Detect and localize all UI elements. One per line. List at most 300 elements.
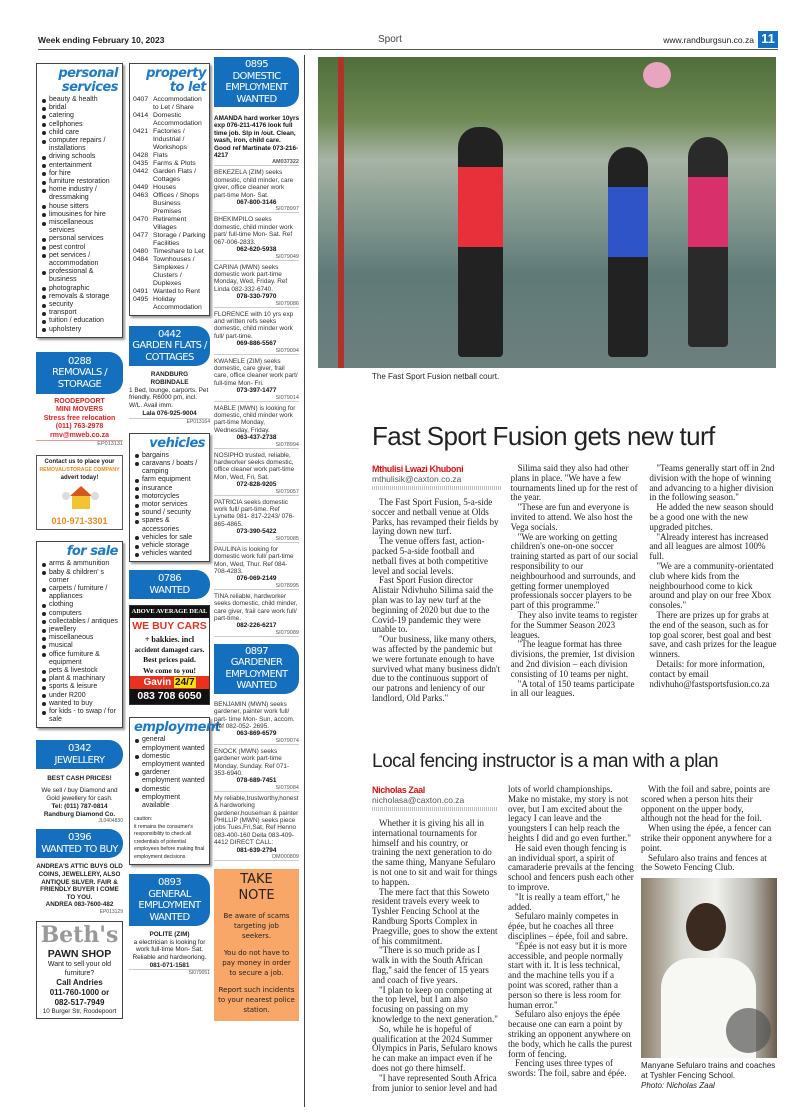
caption-text: Manyane Sefularo trains and coaches at Tyshler Fencing School. [641, 1061, 776, 1081]
category-link[interactable]: under R200 [41, 692, 118, 700]
classifieds-column-2 [129, 63, 221, 977]
employment-box [129, 717, 221, 865]
article-2-column-3 [641, 785, 777, 1091]
ad-text: My reliable,trustworthy,honest & hardworking gardener,houseman & painter PHILLIP (MWN) seeks piece jobs Tues,Fri,Sat, Ref Henno 083-400-160 Della 083-409-4412 DIRECT CALL: [214, 794, 299, 847]
jewellery-ad [36, 775, 123, 824]
category-link[interactable]: carpets / furniture / appliances [41, 585, 118, 601]
ad-text: CARINA (MWN) seeks domestic work part-time Monday, Wed, Friday. Ref Linda 082-332-6740. [214, 263, 288, 293]
for-sale-box [36, 541, 123, 728]
category-label: Domestic Accommodation [153, 112, 202, 127]
wanted-banner [129, 570, 210, 599]
ad-ref: SI079084 [275, 784, 299, 791]
ad-email: rmv@mweb.co.za [50, 431, 109, 439]
category-link[interactable]: domestic employment wanted [134, 753, 205, 769]
ad-phone: 073-397-1477 [236, 387, 277, 395]
website-link[interactable]: www.randburgsun.co.za [663, 35, 754, 45]
category-link[interactable]: office furniture & equipment [41, 651, 118, 667]
category-link[interactable]: motor services [134, 501, 205, 509]
article-paragraph: The Fast Sport Fusion, 5-a-side soccer and netball venue at Olds Parks, has revamped their fields by laying down new turf. [372, 497, 499, 537]
ad-phone: 083 708 6050 [130, 689, 209, 704]
property-category[interactable] [133, 128, 206, 152]
category-title: JEWELLERY [54, 754, 105, 766]
category-link[interactable]: musical [41, 642, 118, 650]
ad-phone: 082-517-7949 [54, 998, 105, 1007]
ad-phone: Lala 076-925-9004 [142, 409, 197, 417]
category-link[interactable]: motorcycles [134, 493, 205, 501]
classified-ad [214, 169, 299, 213]
property-category[interactable] [133, 96, 206, 112]
category-link[interactable]: vehicles for sale [134, 534, 205, 542]
category-link[interactable]: for kids - to swap / for sale [41, 708, 118, 724]
polite-ad [129, 931, 210, 976]
category-code: 0484 [133, 256, 149, 263]
category-code: 0442 [157, 328, 182, 340]
article-paragraph: He added the new season should be a good one with the new upgraded pitches. [649, 502, 774, 532]
ad-phone: 078-330-7970 [236, 293, 277, 301]
article-paragraph: "A total of 150 teams participate in all our leagues. [510, 678, 635, 699]
category-code: 0480 [133, 248, 149, 255]
ad-address: 10 Burger Str, Roodepoort [42, 1008, 117, 1015]
personal-services-title: personal services [58, 66, 118, 95]
category-link[interactable]: miscellaneous [41, 634, 118, 642]
category-label: Accommodation to Let / Share [153, 96, 202, 111]
domestic-employment-banner [214, 57, 299, 107]
category-code: 0396 [67, 832, 92, 844]
ad-phone: ANDREA 083-7600-482 [45, 901, 114, 909]
category-link[interactable]: furniture restoration [41, 178, 118, 186]
category-link[interactable]: plant & machinary [41, 675, 118, 683]
category-code: 0421 [133, 128, 149, 135]
author-name: Nicholas Zaal [372, 785, 425, 795]
article-paragraph: "Already interest has increased and all leagues are almost 100% full. [649, 531, 769, 562]
category-link[interactable]: pest control [41, 244, 118, 252]
category-title: WANTED TO BUY [41, 843, 118, 855]
andrea-ad [36, 863, 123, 915]
ad-ref: SI078997 [275, 206, 299, 213]
garden-flats-banner [129, 326, 210, 366]
photo-caption [641, 1061, 777, 1091]
category-label: Holiday Accommodation [153, 296, 202, 311]
ad-ref: DM000809 [272, 854, 299, 861]
ad-text: 1 Bed, lounge, carports. Pet friendly. R6000 pm, incl. W/L. Avail imm. [129, 386, 209, 410]
removals-banner [36, 352, 123, 394]
take-note-title: TAKE NOTE [238, 872, 275, 904]
ad-ref: AM037322 [272, 159, 299, 166]
category-link[interactable]: domestic employment available [134, 786, 205, 811]
ad-text: ENOCK (MWN) seeks gardener work part-time Monday, Sunday. Ref 071-353-6940. [214, 747, 290, 777]
gardener-ads-list [214, 701, 299, 864]
category-code: 0495 [133, 296, 149, 303]
article-body [372, 785, 634, 1093]
category-link[interactable]: sports & leisure [41, 683, 118, 691]
article-paragraph: "Teams generally start off in 2nd division with the hope of winning and advancing to a higher division in the following season." [649, 463, 775, 503]
ad-ref: EP013131 [36, 440, 123, 448]
photo-credit: Photo: Nicholas Zaal [641, 1081, 715, 1091]
article-paragraph: Fast Sport Fusion director Alistair Ndivhuho Silima said the plan was to lay new turf at the beginning of 2020 but due to the Covid-19 pandemic they were unable to. [372, 575, 493, 635]
category-link[interactable]: cellphones [41, 121, 118, 129]
classified-ad [214, 748, 299, 792]
ad-text: BEKEZELA (ZIM) seeks domestic, child minder, care giver, office cleaner work part-time Mon- Sat. [214, 169, 294, 199]
property-category[interactable] [133, 288, 206, 296]
category-code: 0895 [244, 59, 269, 70]
category-code: 0893 [157, 877, 182, 889]
randburg-ad [129, 371, 210, 425]
property-category[interactable] [133, 296, 206, 312]
article-paragraph: With the foil and sabre, points are scored when a person hits their opponent on the upper body, although not the head for the foil. [641, 784, 770, 824]
category-code: 0449 [133, 184, 149, 191]
netball-court-photo [318, 57, 776, 368]
category-label: Factories / Industrial / Workshops [153, 128, 187, 151]
ad-line: Stress free relocation [43, 414, 116, 422]
ad-phone: 073-390-5422 [236, 528, 277, 536]
ad-top-line: ABOVE AVERAGE DEAL [130, 606, 209, 618]
ad-line: accident damaged cars. [130, 645, 209, 655]
category-code: 0414 [133, 112, 149, 119]
property-category[interactable] [133, 256, 206, 288]
house-movers-icon [60, 484, 100, 514]
category-title: GENERAL EMPLOYMENT WANTED [138, 888, 201, 923]
ad-heading: POLITE (ZIM) [149, 931, 190, 939]
author-email[interactable]: mthulisik@caxton.co.za [372, 474, 462, 484]
article-paragraph: "I have represented South Africa from junior to senior level and had lots of world championships. Make no mistake, my story is not over, but I am excited about the legacy I can leave and the youngsters I can help reach the heights I did and go even further." [372, 784, 631, 1093]
property-category[interactable] [133, 160, 206, 168]
classified-ad [214, 216, 299, 260]
category-link[interactable]: bridal [41, 104, 118, 112]
ad-text: MABLE (MWN) is looking for domestic, child minder work part-time Monday, Wednesday, Friday. [214, 404, 296, 434]
category-link[interactable]: catering [41, 112, 118, 120]
article-paragraph: "These are fun and everyone is invited to attend. We also host the Vega socials. [510, 502, 633, 532]
ad-contact-name: Gavin [143, 677, 172, 689]
category-code: 0786 [157, 573, 182, 585]
article-paragraph: "Our business, like many others, was affected by the pandemic but we were fortunate enough to have survived what many business didn't due to the continuous support of our patrons and leniency of our landlord, Old Parks." [372, 634, 501, 703]
ad-text: KWANELE (ZIM) seeks domestic, care giver, frail care, office cleaner work part/ full-time Mon- Fri. [214, 357, 298, 387]
category-title: GARDEN FLATS / COTTAGES [132, 340, 207, 363]
ad-ref: SI079014 [275, 394, 299, 401]
article-paragraph: "There is so much pride as I walk in with the South African flag," said the fencer of 15 years and coach of five years. [372, 945, 489, 985]
for-sale-list [41, 560, 118, 724]
article-paragraph: There are prizes up for grabs at the end of the season, such as for top goal scorer, best goal and best save, and cash prizes for the league winners. [649, 609, 777, 660]
article-paragraph: Fencing uses three types of swords: The foil, sabre and épée. [508, 1058, 627, 1079]
we-buy-cars-ad [129, 605, 210, 705]
byline-spacer [372, 464, 501, 498]
vehicles-list [134, 452, 205, 559]
article-paragraph: The mere fact that this Soweto resident travels every week to Tyshler Fencing School at the Randburg Sports Complex in Praegville, goes to show the extent of his commitment. [372, 886, 498, 946]
ad-phone: 063-437-2738 [236, 434, 277, 442]
wanted-to-buy-banner [36, 829, 123, 858]
take-note-text: You do not have to pay money in order to secure a job. [222, 949, 291, 978]
category-link[interactable]: pet services / accommodation [41, 252, 118, 268]
roodepoort-ad [36, 398, 123, 449]
category-code: 0342 [67, 743, 92, 755]
ad-phone: 078-689-7451 [236, 777, 277, 785]
category-link[interactable]: general employment wanted [134, 736, 205, 752]
ad-phone: 082-226-6217 [236, 622, 277, 630]
classified-ad [214, 115, 299, 166]
fencer-photo [641, 878, 777, 1058]
category-link[interactable]: computers [41, 610, 118, 618]
category-label: Garden Flats / Cottages [153, 168, 197, 183]
promo-phone: 010-971-3301 [51, 516, 108, 527]
classified-ad [214, 405, 299, 449]
ad-title: WE BUY CARS [130, 618, 209, 635]
author-email[interactable]: nicholasa@caxton.co.za [372, 795, 465, 805]
category-link[interactable]: insurance [134, 485, 205, 493]
category-label: Townhouses / Simplexes / Clusters / Duplexes [153, 256, 195, 287]
classified-ad [214, 264, 299, 308]
category-link[interactable]: driving schools [41, 153, 118, 161]
photo-caption: The Fast Sport Fusion netball court. [372, 372, 500, 381]
category-link[interactable]: upholstery [41, 326, 118, 334]
ad-text: PAULINA is looking for domestic work full/ part-time Mon, Wed, Thur. Ref 084-708-4283. [214, 545, 294, 575]
category-code: 0463 [133, 192, 149, 199]
category-link[interactable]: farm equipment [134, 476, 205, 484]
property-category[interactable] [133, 168, 206, 184]
category-code: 0477 [133, 232, 149, 239]
issue-date: Week ending February 10, 2023 [38, 35, 165, 45]
article-body [372, 464, 778, 704]
classified-ad [214, 311, 299, 355]
ad-text: FLORENCE with 10 yrs exp and written refs seeks domestic, child minder work full/ part-time. [214, 310, 294, 340]
article-paragraph: Details: for more information, contact by email ndivhuho@fastsportsfusion.co.za [649, 658, 770, 689]
category-link[interactable]: bargains [134, 452, 205, 460]
article-paragraph: Silima said they also had other plans in place. "We have a few tournaments lined up for the rest of the year. [510, 463, 638, 503]
category-link[interactable]: vehicle storage [134, 542, 205, 550]
employment-title: employment [134, 720, 221, 736]
ad-phone: 063-869-6579 [236, 730, 277, 738]
property-list [133, 96, 206, 312]
property-category[interactable] [133, 232, 206, 248]
category-link[interactable]: tuition / education [41, 317, 118, 325]
ad-line: ROODEPOORT [54, 397, 105, 405]
category-link[interactable]: home industry / dressmaking [41, 186, 118, 202]
category-link[interactable]: for hire [41, 170, 118, 178]
ad-phone: 081-639-2794 [236, 846, 277, 854]
ad-text: PATRICIA seeks domestic work full/ part-time. Ref Lynette 081- 817-2243/ 076-865-4865. [214, 498, 295, 528]
property-category[interactable] [133, 192, 206, 216]
ad-company: Randburg Diamond Co. [43, 810, 116, 818]
category-link[interactable]: limousines for hire [41, 211, 118, 219]
category-link[interactable]: clothing [41, 601, 118, 609]
category-label: Farms & Plots [153, 160, 196, 167]
gardener-employment-banner [214, 644, 299, 694]
category-code: 0288 [67, 355, 92, 367]
category-link[interactable]: professional & business [41, 268, 118, 284]
classified-ad [214, 701, 299, 745]
property-category[interactable] [133, 248, 206, 256]
classified-ad [214, 358, 299, 402]
ad-hours: 24/7 [175, 677, 195, 689]
category-link[interactable]: wanted to buy [41, 700, 118, 708]
ad-ref: SI079085 [275, 535, 299, 542]
ad-line: Best prices paid. [130, 655, 209, 665]
category-link[interactable]: gardener employment wanted [134, 769, 205, 785]
property-category[interactable] [133, 112, 206, 128]
ad-ref: SI078995 [275, 582, 299, 589]
ad-phone: 081-071-1581 [149, 961, 190, 969]
article-paragraph: "It is really a team effort," he added. [508, 891, 620, 912]
category-link[interactable]: pets & livestock [41, 667, 118, 675]
classified-ad [214, 499, 299, 543]
ad-title: PAWN SHOP [47, 948, 112, 960]
category-link[interactable]: sound / security [134, 509, 205, 517]
ad-ref: EP013164 [129, 418, 210, 425]
ad-ref: SI079089 [275, 629, 299, 636]
category-title: WANTED [149, 584, 190, 596]
ad-ref: SI079049 [275, 253, 299, 260]
employment-list [134, 736, 205, 810]
ad-text: BENJAMIN (MWN) seeks gardener, painter work full/ part- time Mon- Sun, accom. Ref 082-052- 2695. [214, 700, 295, 730]
ad-phone: (011) 763-2978 [55, 423, 104, 431]
ad-line: Call Andries [56, 978, 103, 987]
category-code: 0407 [133, 96, 149, 103]
category-link[interactable]: baby & children' s corner [41, 569, 118, 585]
property-title: property to let [146, 66, 206, 95]
category-code: 0428 [133, 152, 149, 159]
category-title: GARDENER EMPLOYMENT WANTED [225, 657, 288, 692]
ad-line: MINI MOVERS [55, 406, 104, 414]
section-name: Sport [378, 34, 402, 45]
ad-text: ANDREA'S ATTIC BUYS OLD COINS, JEWELLERY, ALSO ANTIQUE SILVER. FAIR & FRIENDLY BUYER I COME TO YOU. [36, 863, 123, 901]
category-link[interactable]: personal services [41, 235, 118, 243]
domestic-ads-list [214, 115, 299, 640]
for-sale-title: for sale [66, 544, 118, 560]
category-link[interactable]: photographic [41, 285, 118, 293]
ad-line: Want to sell your old furniture? [47, 961, 112, 977]
article-paragraph: "We are a community-orientated club where kids from the neighbourhood come to kick around and play on our free Xbox consoles." [649, 560, 774, 611]
article-paragraph: "I plan to keep on competing at the top level, but I am also focusing on passing on my knowledge to the next generation." [372, 984, 498, 1024]
ad-ref: SI079074 [275, 737, 299, 744]
article-paragraph: Sefularo also enjoys the épée because one can earn a point by striking an opponent anywhere on the body, which he calls the purest form of fencing. [508, 1009, 633, 1059]
category-link[interactable]: jewellery [41, 626, 118, 634]
ad-phone: 069-886-5567 [236, 340, 277, 348]
caution-text: it remains the consumer's responsibility to check all credentials of potential employees before making final employment decisions [134, 823, 205, 860]
ad-text: NOSIPHO trusted, reliable, hardworker seeks domestic, office cleaner work part-time Mon, Wed, Fri, Sat. [214, 451, 295, 481]
category-link[interactable]: miscellaneous services [41, 219, 118, 235]
ad-phone: 072-828-9205 [236, 481, 277, 489]
ad-phone: 062-620-5938 [236, 246, 277, 254]
byline-spacer [372, 785, 498, 819]
article-paragraph: "The league format has three divisions, the premier, 1st division and 2nd division – each division consisting of 10 teams per night. [510, 639, 635, 679]
ad-heading: ROBINDALE [150, 378, 189, 386]
category-link[interactable]: house sitters [41, 203, 118, 211]
classifieds-column-3 [214, 57, 299, 1021]
promo-line: advert today! [60, 475, 99, 482]
ad-ref: JL0404830 [98, 818, 123, 825]
category-link[interactable]: vehicles wanted [134, 550, 205, 558]
general-employment-banner [129, 874, 210, 926]
category-link[interactable]: entertainment [41, 162, 118, 170]
category-label: Flats [153, 152, 168, 159]
category-label: Offices / Shops Business Premises [153, 192, 199, 215]
promo-line: REMOVAL/STORAGE COMPANY [39, 467, 120, 474]
classified-ad [214, 593, 299, 637]
category-label: Wanted to Rent [153, 288, 200, 295]
vehicles-box [129, 433, 210, 563]
category-link[interactable]: spares & accessories [134, 517, 205, 533]
personal-services-box [36, 63, 123, 338]
category-label: Houses [153, 184, 177, 191]
ad-ref: SI079057 [275, 488, 299, 495]
ad-ref: SI079094 [275, 347, 299, 354]
category-code: 0897 [244, 645, 269, 657]
ad-phone: 011-760-1000 or [49, 988, 110, 997]
ad-ref: SI078994 [275, 441, 299, 448]
category-link[interactable]: transport [41, 309, 118, 317]
take-note-text: Be aware of scams targeting job seekers. [223, 912, 290, 941]
headline: Local fencing instructor is a man with a plan [372, 751, 719, 772]
ad-phone: Tel: (011) 787-0814 [51, 802, 108, 810]
category-code: 0470 [133, 216, 149, 223]
category-link[interactable]: arms & ammunition [41, 560, 118, 568]
classified-ad [214, 546, 299, 590]
article-paragraph: He said even though fencing is an individual sport, a spirit of camaraderie prevails at the fencing school and fencers push each other to improve. [508, 842, 634, 892]
category-link[interactable]: child care [41, 129, 118, 137]
caution-label: caution: [134, 816, 153, 823]
ad-phone: 067-800-3146 [236, 199, 277, 207]
classified-ad [214, 795, 299, 861]
property-category[interactable] [133, 152, 206, 160]
ad-text: a electrician is looking for work full-time Mon- Sat. Reliable and hardworking. [132, 938, 207, 962]
property-category[interactable] [133, 216, 206, 232]
article-paragraph: The venue offers fast, action-packed 5-a-side football and netball fives at both competitive level and social levels. [372, 536, 488, 576]
category-link[interactable]: removals & storage [41, 293, 118, 301]
classifieds-column-1 [36, 63, 123, 1019]
ad-text: We sell / buy Diamond and Gold jewellery for cash. [41, 787, 118, 803]
headline: Fast Sport Fusion gets new turf [372, 421, 715, 451]
ad-phone: 076-069-2149 [236, 575, 277, 583]
category-link[interactable]: computer repairs / installations [41, 137, 118, 153]
removal-promo-box [36, 455, 123, 530]
article-paragraph: So, while he is hopeful of qualification at the 2024 Summer Olympics in Paris, Sefularo knows he can make an impact even if he does not go there himself. [372, 1023, 498, 1073]
category-link[interactable]: collectables / antiques [41, 618, 118, 626]
category-code: 0435 [133, 160, 149, 167]
article-paragraph: Sefularo also trains and fences at the Soweto Fencing Club. [641, 852, 767, 873]
property-category[interactable] [133, 184, 206, 192]
ad-heading: RANDBURG [150, 371, 189, 378]
category-label: Retirement Villages [153, 216, 187, 231]
category-link[interactable]: security [41, 301, 118, 309]
page-number: 11 [758, 31, 778, 48]
vehicles-title: vehicles [149, 435, 205, 451]
ad-line: We come to you! [130, 665, 209, 676]
category-code: 0442 [133, 168, 149, 175]
ad-line: + bakkies. incl [130, 635, 209, 645]
category-label: Storage / Parking Facilities [153, 232, 206, 247]
category-title: DOMESTIC EMPLOYMENT WANTED [225, 70, 288, 105]
ad-ref: SI079051 [129, 969, 210, 976]
category-title: REMOVALS / STORAGE [51, 367, 108, 390]
page-header [38, 30, 778, 50]
classified-ad [214, 452, 299, 496]
beths-pawn-shop-ad [36, 921, 123, 1019]
article-tail [641, 785, 777, 873]
take-note-text: Report such incidents to your nearest police station. [218, 986, 295, 1015]
personal-services-list [41, 96, 118, 334]
column-divider [304, 55, 305, 1107]
article-paragraph: Whether it is giving his all in international tournaments for himself and his country, or training the next generation to do the same thing, Manyane Sefularo is not one to sit and wait for things to happen. [372, 818, 497, 887]
category-label: Timeshare to Let [153, 248, 204, 255]
category-link[interactable]: caravans / boats / camping [134, 460, 205, 476]
category-link[interactable]: beauty & health [41, 96, 118, 104]
ad-text: TINA reliable, hardworker seeks domestic, child minder, care giver, frail care work full/ part-time. [214, 592, 298, 622]
take-note-box [214, 869, 299, 1021]
article-paragraph: Sefularo mainly competes in épée, but he coaches all three disciplines – épée, foil and sabre. [508, 911, 628, 941]
author-name: Mthulisi Lwazi Khuboni [372, 464, 464, 474]
article-paragraph: When using the épée, a fencer can strike their opponent anywhere for a point. [641, 823, 772, 853]
ad-ref: EP013129 [99, 909, 123, 915]
promo-line: Contact us to place your [44, 459, 115, 466]
article-paragraph: "We are working on getting children's one-on-one soccer training started as part of our social responsibility to our neighbourhood and surrounds, and getting former unemployed professionals soccer players to be part of this programme." [510, 531, 639, 611]
